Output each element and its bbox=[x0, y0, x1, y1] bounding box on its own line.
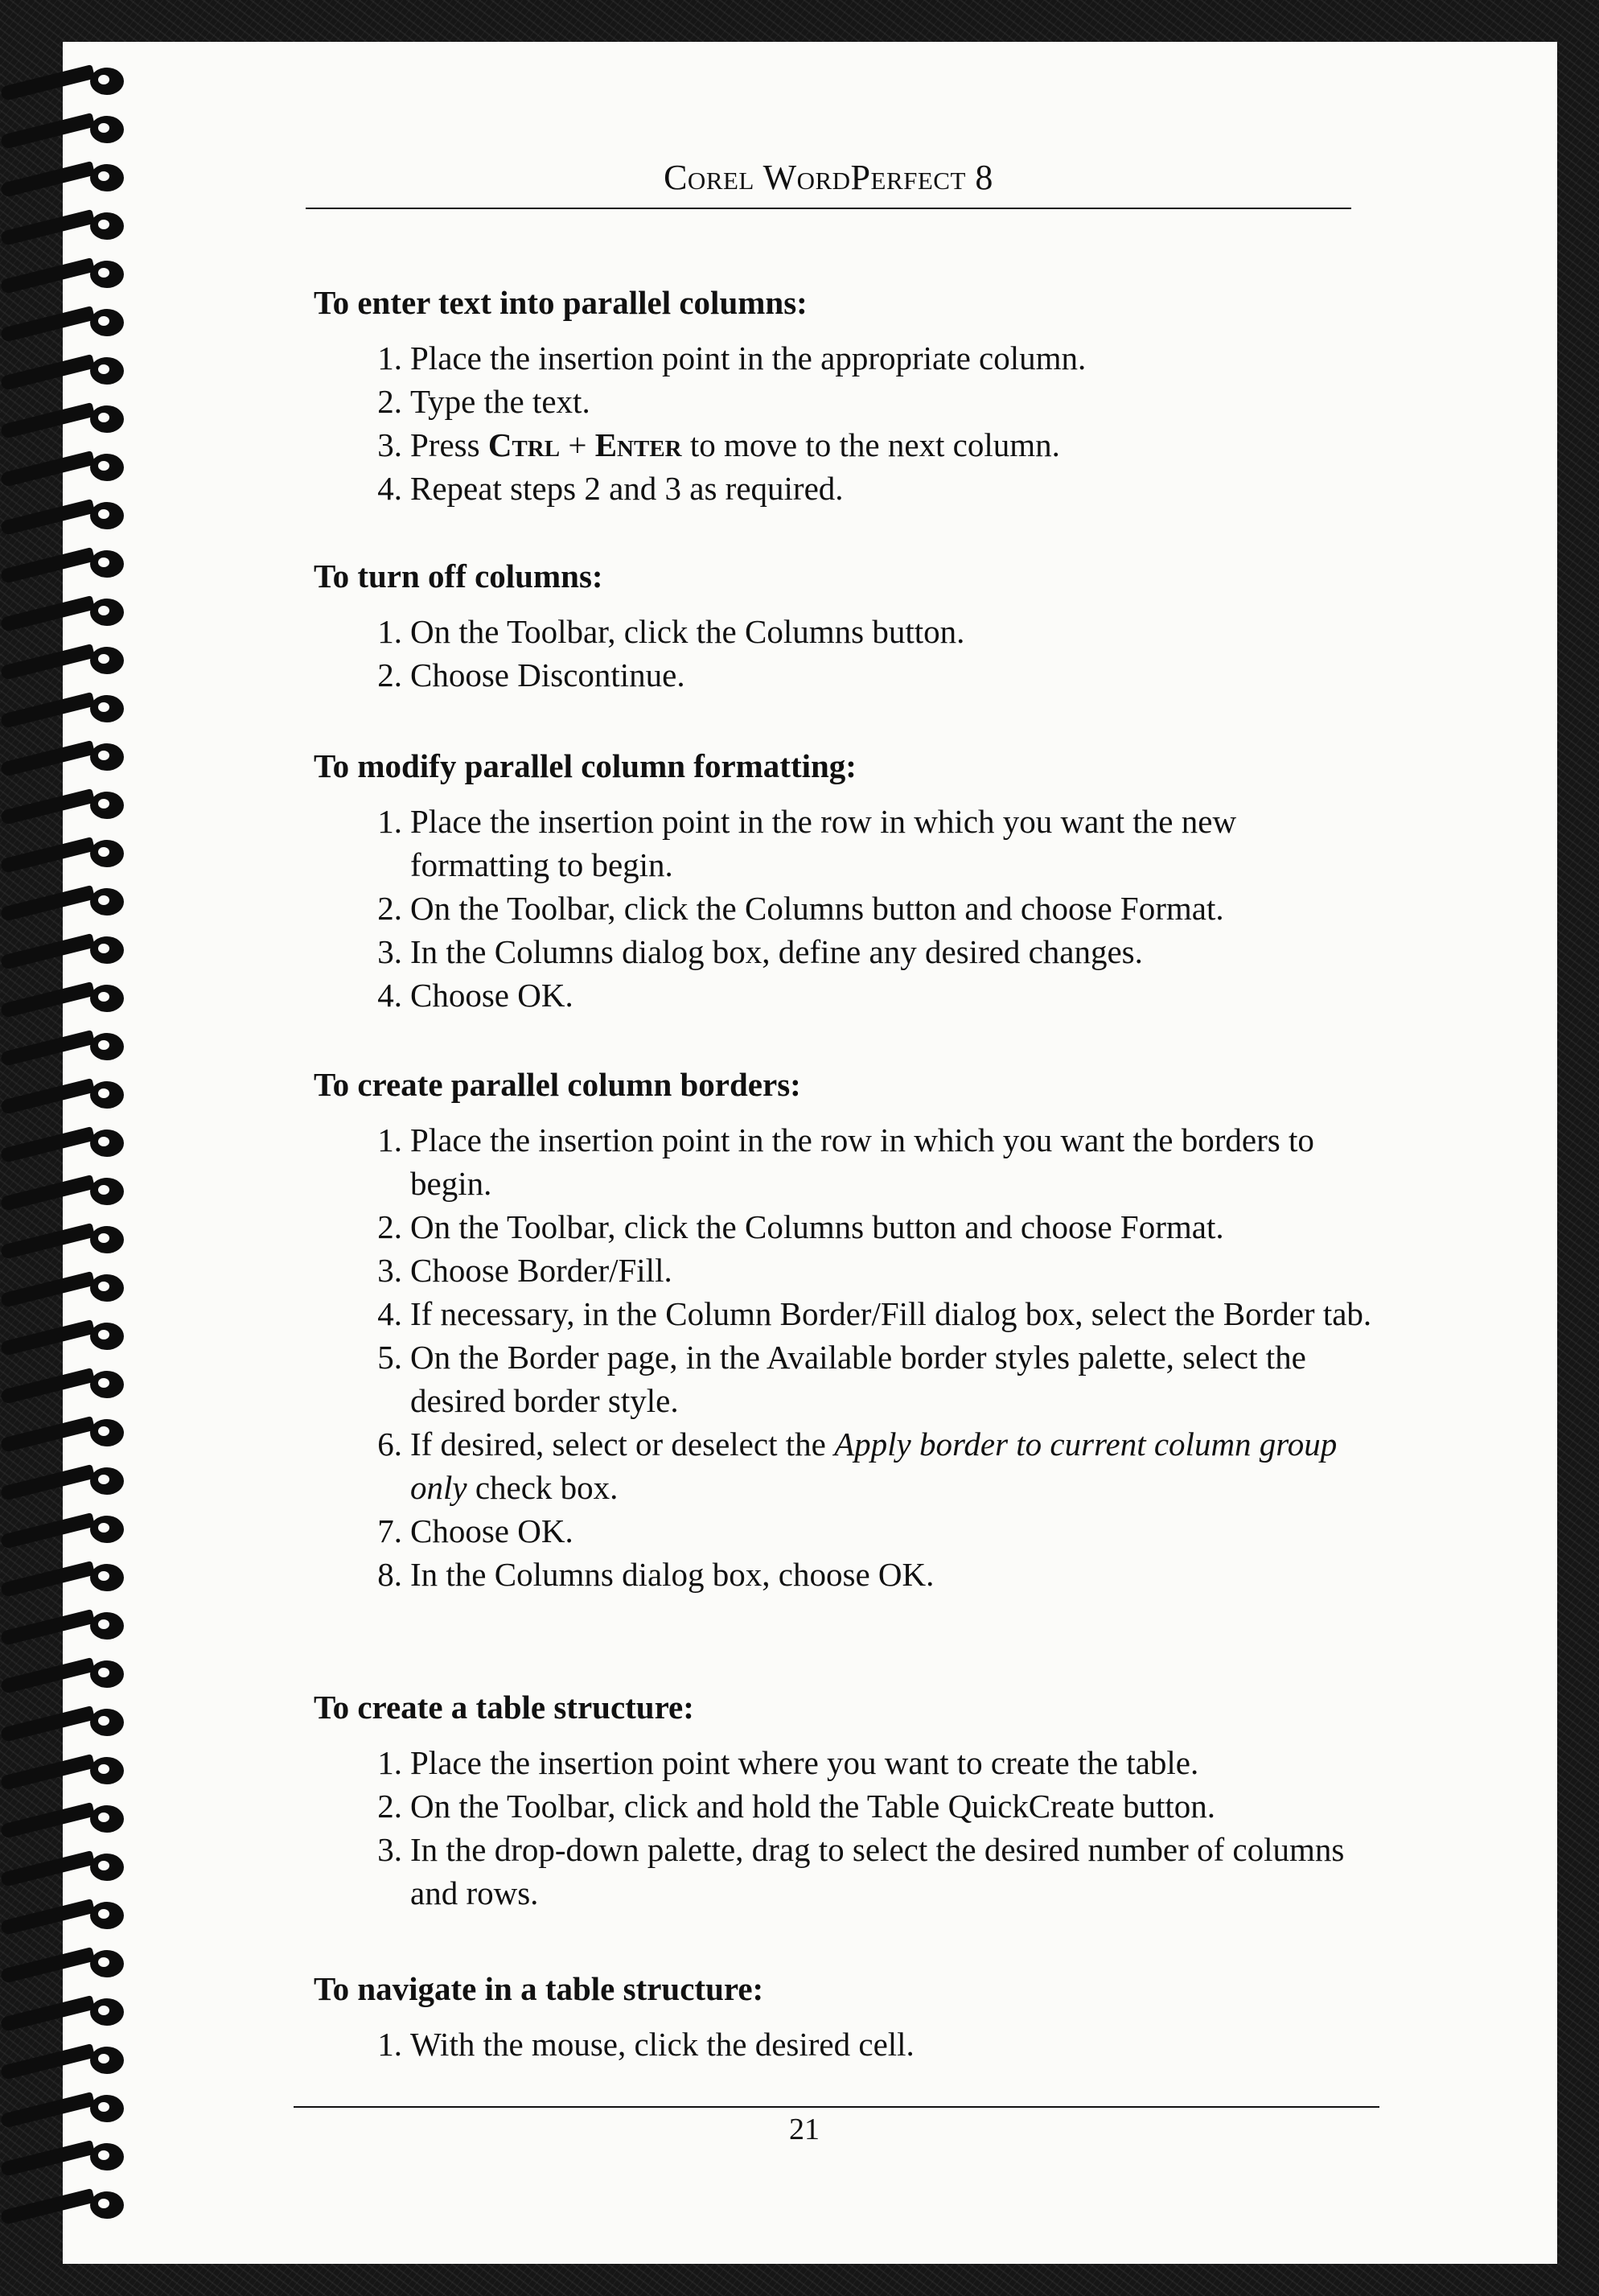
running-head: Corel WordPerfect 8 bbox=[664, 158, 993, 197]
step-item bbox=[314, 930, 1383, 973]
step-item bbox=[314, 800, 1383, 887]
header-rule bbox=[306, 208, 1351, 209]
step-text: With the mouse, click the desired cell. bbox=[410, 2026, 915, 2063]
step-item bbox=[314, 973, 1383, 1017]
step-text: Choose Discontinue. bbox=[410, 656, 685, 693]
step-item bbox=[314, 1249, 1383, 1292]
section-heading: To create parallel column borders: bbox=[314, 1066, 801, 1103]
step-number: 4. bbox=[377, 977, 402, 1014]
step-item bbox=[314, 1118, 1383, 1205]
step-item bbox=[314, 1784, 1383, 1828]
footer-rule bbox=[294, 2106, 1379, 2108]
step-number: 2. bbox=[377, 1788, 402, 1825]
steps-list bbox=[314, 2022, 1383, 2066]
step-number: 1. bbox=[377, 2026, 402, 2063]
section-turn-off-columns bbox=[314, 557, 1383, 697]
step-item bbox=[314, 467, 1383, 510]
step-number: 5. bbox=[377, 1339, 402, 1376]
step-item bbox=[314, 610, 1383, 653]
step-text: In the Columns dialog box, define any desired changes. bbox=[410, 933, 1143, 970]
step-item bbox=[314, 887, 1383, 930]
step-text: In the drop-down palette, drag to select the desired number of columns and rows. bbox=[410, 1831, 1345, 1911]
step-number: 1. bbox=[377, 339, 402, 376]
key-ctrl: Ctrl bbox=[487, 426, 561, 463]
step-item bbox=[314, 1422, 1383, 1509]
step-text: Place the insertion point in the row in which you want the borders to begin. bbox=[410, 1121, 1314, 1202]
step-text: On the Toolbar, click the Columns button and choose Format. bbox=[410, 890, 1224, 927]
step-number: 3. bbox=[377, 1831, 402, 1868]
step-text: Choose OK. bbox=[410, 977, 573, 1014]
step-number: 3. bbox=[377, 426, 402, 463]
step-item bbox=[314, 1741, 1383, 1784]
step-text: Place the insertion point where you want to create the table. bbox=[410, 1744, 1199, 1781]
step-number: 2. bbox=[377, 383, 402, 420]
step-number: 3. bbox=[377, 1252, 402, 1289]
section-heading: To turn off columns: bbox=[314, 558, 603, 595]
key-plus: + bbox=[560, 426, 595, 463]
section-heading: To create a table structure: bbox=[314, 1689, 694, 1726]
page-number: 21 bbox=[789, 2113, 820, 2146]
section-heading: To modify parallel column formatting: bbox=[314, 747, 857, 784]
step-text: On the Toolbar, click and hold the Table QuickCreate button. bbox=[410, 1788, 1216, 1825]
step-text: On the Toolbar, click the Columns button. bbox=[410, 613, 965, 650]
steps-list bbox=[314, 1741, 1383, 1915]
step-number: 3. bbox=[377, 933, 402, 970]
section-create-table bbox=[314, 1688, 1383, 1915]
step-text: If necessary, in the Column Border/Fill dialog box, select the Border tab. bbox=[410, 1295, 1372, 1332]
step-number: 7. bbox=[377, 1512, 402, 1549]
step-number: 1. bbox=[377, 613, 402, 650]
steps-list bbox=[314, 336, 1383, 510]
step-number: 8. bbox=[377, 1556, 402, 1593]
step-item bbox=[314, 653, 1383, 697]
key-enter: Enter bbox=[594, 426, 682, 463]
step-number: 2. bbox=[377, 1208, 402, 1245]
section-heading: To navigate in a table structure: bbox=[314, 1970, 764, 2007]
step-item bbox=[314, 2022, 1383, 2066]
checkbox-label-italic: Apply border to current column group only bbox=[410, 1426, 1338, 1506]
step-number: 2. bbox=[377, 656, 402, 693]
step-text-post: to move to the next column. bbox=[681, 426, 1060, 463]
step-item bbox=[314, 380, 1383, 423]
step-text: Choose OK. bbox=[410, 1512, 573, 1549]
step-item bbox=[314, 1553, 1383, 1596]
step-number: 4. bbox=[377, 1295, 402, 1332]
step-text: In the Columns dialog box, choose OK. bbox=[410, 1556, 935, 1593]
step-text-pre: Press bbox=[410, 426, 488, 463]
step-item bbox=[314, 1205, 1383, 1249]
step-text-pre: If desired, select or deselect the bbox=[410, 1426, 835, 1463]
section-modify-formatting bbox=[314, 747, 1383, 1017]
step-text: Place the insertion point in the appropriate column. bbox=[410, 339, 1087, 376]
section-column-borders bbox=[314, 1065, 1383, 1596]
steps-list bbox=[314, 1118, 1383, 1596]
step-item bbox=[314, 336, 1383, 380]
section-navigate-table bbox=[314, 1969, 1383, 2066]
step-number: 1. bbox=[377, 1744, 402, 1781]
step-number: 1. bbox=[377, 803, 402, 840]
steps-list bbox=[314, 610, 1383, 697]
step-text: Repeat steps 2 and 3 as required. bbox=[410, 470, 844, 507]
step-number: 6. bbox=[377, 1426, 402, 1463]
step-text: Place the insertion point in the row in which you want the new formatting to begin. bbox=[410, 803, 1237, 883]
section-heading: To enter text into parallel columns: bbox=[314, 284, 808, 321]
step-text: On the Toolbar, click the Columns button and choose Format. bbox=[410, 1208, 1224, 1245]
step-item bbox=[314, 1335, 1383, 1422]
step-item bbox=[314, 423, 1383, 467]
step-number: 2. bbox=[377, 890, 402, 927]
step-number: 4. bbox=[377, 470, 402, 507]
section-enter-text bbox=[314, 283, 1383, 510]
steps-list bbox=[314, 800, 1383, 1017]
step-text: Choose Border/Fill. bbox=[410, 1252, 672, 1289]
step-item bbox=[314, 1509, 1383, 1553]
step-item bbox=[314, 1292, 1383, 1335]
step-text: Type the text. bbox=[410, 383, 590, 420]
step-item bbox=[314, 1828, 1383, 1915]
step-text-post: check box. bbox=[467, 1469, 619, 1506]
step-text: On the Border page, in the Available border styles palette, select the desired border style. bbox=[410, 1339, 1306, 1419]
step-number: 1. bbox=[377, 1121, 402, 1158]
